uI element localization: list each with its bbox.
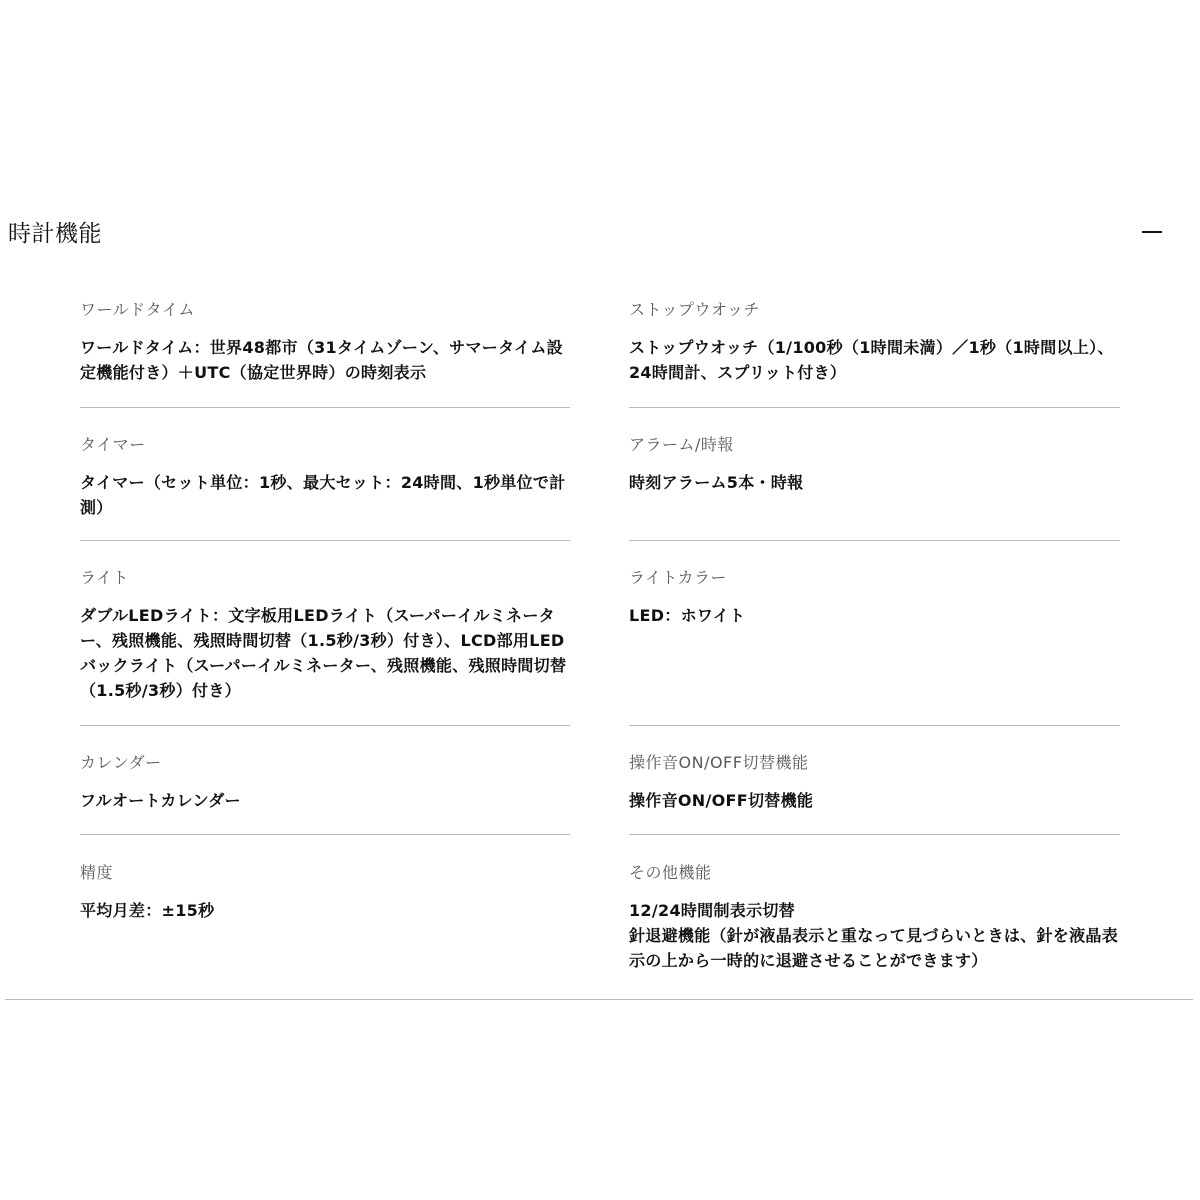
spec-value: 12/24時間制表示切替 針退避機能（針が液晶表示と重なって見づらいときは、針を液晶表示の上から一時的に退避させることができます） [629, 901, 1119, 970]
spec-label: ライトカラー [629, 568, 728, 587]
spec-label: タイマー [80, 435, 146, 454]
spec-accuracy [80, 860, 570, 970]
section-title: 時計機能 [8, 221, 102, 247]
spec-value: ワールドタイム：世界48都市（31タイムゾーン、サマータイム設定機能付き）＋UTC（協定世界時）の時刻表示 [80, 338, 563, 382]
minus-icon[interactable] [1141, 221, 1163, 241]
spec-label: 精度 [80, 863, 114, 882]
spec-label: カレンダー [80, 753, 162, 772]
spec-value: 操作音ON/OFF切替機能 [629, 791, 814, 810]
spec-light-color [629, 565, 1120, 726]
spec-label: ライト [80, 568, 130, 587]
spec-stopwatch [629, 297, 1120, 408]
spec-alarm [629, 432, 1120, 541]
spec-timer [80, 432, 570, 541]
spec-value: 平均月差：±15秒 [80, 901, 215, 920]
spec-value: ダブルLEDライト：文字板用LEDライト（スーパーイルミネーター、残照機能、残照時間切替（1.5秒/3秒）付き）、LCD部用LEDバックライト（スーパーイルミネーター、残照機能、残照時間切替（1.5秒/3秒）付き） [80, 606, 567, 700]
spec-other [629, 860, 1120, 970]
spec-value: LED：ホワイト [629, 606, 746, 625]
section-divider [5, 999, 1193, 1000]
spec-light [80, 565, 570, 726]
spec-label: 操作音ON/OFF切替機能 [629, 753, 809, 772]
spec-label: アラーム/時報 [629, 435, 734, 454]
spec-value: ストップウオッチ（1/100秒（1時間未満）／1秒（1時間以上）、24時間計、スプリット付き） [629, 338, 1114, 382]
spec-label: ワールドタイム [80, 300, 195, 319]
spec-label: その他機能 [629, 863, 712, 882]
spec-value: タイマー（セット単位：1秒、最大セット：24時間、1秒単位で計測） [80, 473, 566, 517]
spec-label: ストップウオッチ [629, 300, 761, 319]
section-header[interactable] [8, 213, 1163, 249]
spec-value: フルオートカレンダー [80, 791, 241, 810]
spec-world-time [80, 297, 570, 408]
spec-sound [629, 750, 1120, 835]
spec-value: 時刻アラーム5本・時報 [629, 473, 804, 492]
spec-calendar [80, 750, 570, 835]
